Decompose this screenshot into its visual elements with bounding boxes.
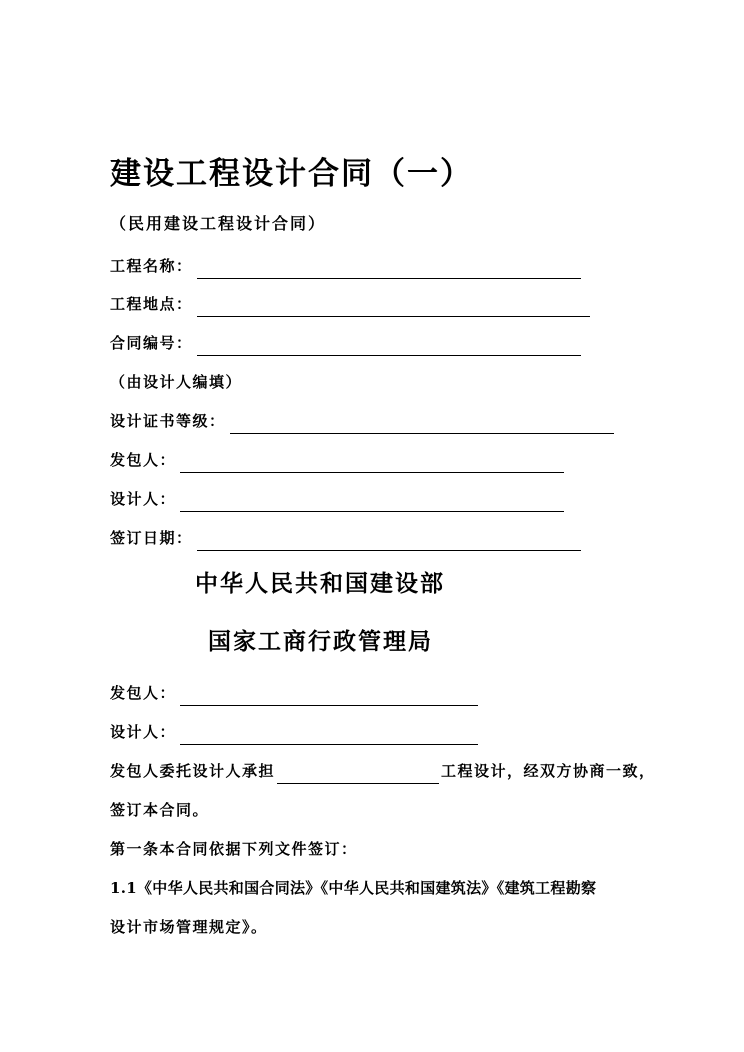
- field-label: 发包人：: [110, 451, 177, 469]
- commission-paragraph: [110, 758, 656, 784]
- issuer-saic: 国家工商行政管理局: [208, 628, 433, 655]
- document-title: 建设工程设计合同（一）: [110, 156, 473, 192]
- contract-number-blank[interactable]: [197, 337, 581, 356]
- field-label: 发包人：: [110, 684, 177, 702]
- field-signing-date: [110, 525, 581, 551]
- field-designer-2: [110, 719, 478, 745]
- field-label: 设计人：: [110, 723, 177, 741]
- commission-text-after: 工程设计，经双方协商一致，: [441, 762, 656, 780]
- designer-blank-2[interactable]: [180, 726, 478, 745]
- field-label: 工程名称：: [110, 257, 193, 275]
- commission-paragraph-line2: 签订本合同。: [110, 801, 210, 819]
- project-name-blank[interactable]: [197, 260, 581, 279]
- field-label: 合同编号：: [110, 334, 193, 352]
- signing-date-blank[interactable]: [197, 532, 581, 551]
- note-filled-by-designer: [110, 369, 242, 395]
- issuer-ministry-of-construction: 中华人民共和国建设部: [195, 570, 445, 597]
- designer-blank[interactable]: [180, 493, 564, 512]
- project-blank[interactable]: [277, 765, 439, 784]
- document-subtitle: （民用建设工程设计合同）: [110, 214, 327, 233]
- field-contract-number: [110, 330, 581, 356]
- field-label: 工程地点：: [110, 295, 193, 313]
- field-designer: [110, 486, 564, 512]
- field-label: 签订日期：: [110, 529, 193, 547]
- certificate-grade-blank[interactable]: [230, 415, 614, 434]
- field-project-name: [110, 253, 581, 279]
- field-project-location: [110, 291, 590, 317]
- employer-blank-2[interactable]: [180, 687, 478, 706]
- project-location-blank[interactable]: [197, 298, 590, 317]
- field-design-certificate-grade: [110, 408, 614, 434]
- commission-text-before: 发包人委托设计人承担: [110, 762, 276, 780]
- field-employer-2: [110, 680, 478, 706]
- field-label: 设计人：: [110, 490, 177, 508]
- field-employer: [110, 447, 564, 473]
- field-label: 设计证书等级：: [110, 412, 226, 430]
- clause-1-1-line1: 1.1《中华人民共和国合同法》《中华人民共和国建筑法》《建筑工程勘察: [110, 879, 597, 897]
- employer-blank[interactable]: [180, 454, 564, 473]
- article-1-heading: 第一条本合同依据下列文件签订：: [110, 840, 358, 858]
- clause-1-1-line2: 设计市场管理规定》。: [110, 918, 268, 936]
- note-label: （由设计人编填）: [110, 373, 243, 391]
